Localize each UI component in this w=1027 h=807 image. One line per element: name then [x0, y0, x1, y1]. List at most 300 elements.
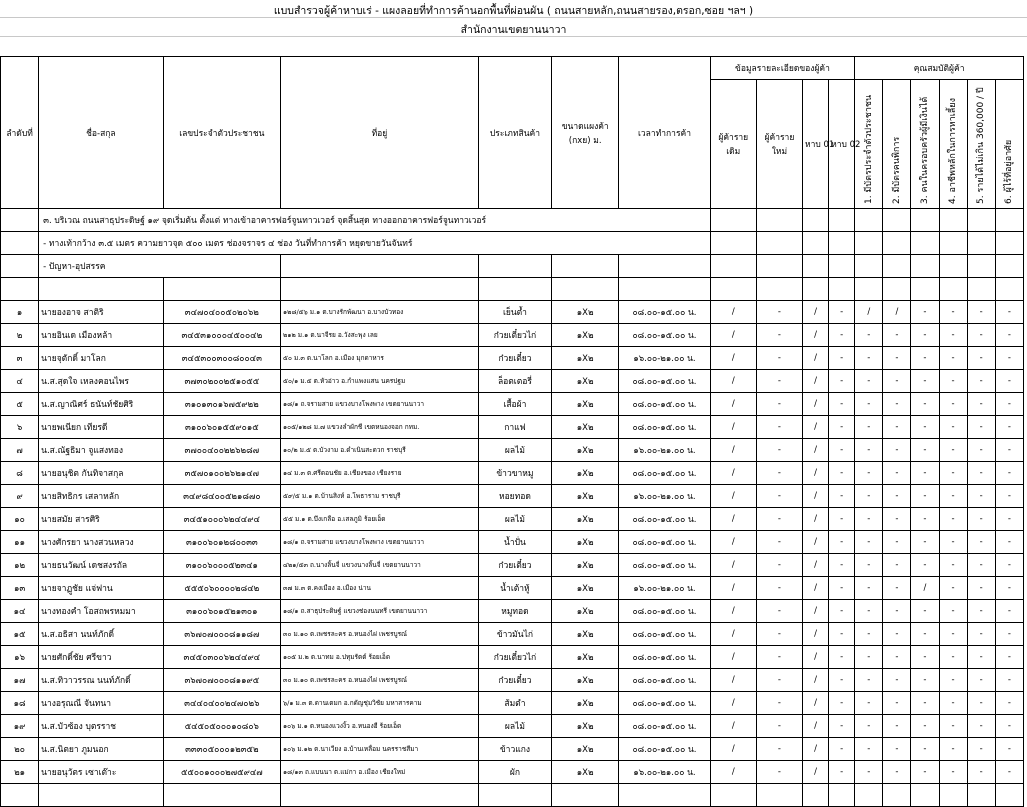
check-mark: - [967, 692, 995, 715]
row-number: ๑๒ [1, 554, 39, 577]
stall-size: ๑X๒ [552, 692, 619, 715]
check-mark: - [756, 462, 802, 485]
citizen-id: ๕๔๕๐๕๐๐๐๑๐๘๐๖ [163, 715, 280, 738]
vendor-address: ๑๐๖ ม.๑๒ ต.นาเวียง อ.บ้านเหลื่อม นครราชสีมา [281, 738, 479, 761]
check-mark: - [967, 715, 995, 738]
check-mark: - [855, 347, 883, 370]
check-mark: / [803, 508, 829, 531]
check-mark: / [710, 715, 756, 738]
header-address: ที่อยู่ [281, 57, 479, 209]
check-mark: - [967, 439, 995, 462]
table-row [1, 462, 1024, 485]
check-mark: - [756, 439, 802, 462]
stall-size: ๑X๒ [552, 646, 619, 669]
header-new-vendor: ผู้ค้าราย ใหม่ [756, 80, 802, 209]
check-mark: / [710, 508, 756, 531]
table-row [1, 623, 1024, 646]
stall-size: ๑X๒ [552, 462, 619, 485]
vendor-address: ๕๐ ม.๓ ต.นาโลก อ.เมือง มุกดาหาร [281, 347, 479, 370]
stall-size: ๑X๒ [552, 738, 619, 761]
check-mark: - [911, 462, 939, 485]
stall-size: ๑X๒ [552, 577, 619, 600]
table-row [1, 393, 1024, 416]
check-mark: / [710, 692, 756, 715]
trading-time: ๐๘.๐๐-๑๕.๐๐ น. [619, 554, 710, 577]
check-mark: - [756, 324, 802, 347]
product-type: น้ำเต้าหู้ [478, 577, 551, 600]
product-type: เย็นต้ำ [478, 301, 551, 324]
check-mark: - [911, 600, 939, 623]
check-mark: - [939, 738, 967, 761]
check-mark: - [911, 485, 939, 508]
trading-time: ๑๖.๐๐-๒๑.๐๐ น. [619, 347, 710, 370]
check-mark: - [939, 439, 967, 462]
vendor-address: ๒๑๒ ม.๑ ต.นาจีรย อ.วังสะพุง เลย [281, 324, 479, 347]
header-q4-cell [939, 80, 967, 209]
check-mark: - [829, 554, 855, 577]
check-mark: / [803, 462, 829, 485]
check-mark: - [967, 301, 995, 324]
row-number: ๒๐ [1, 738, 39, 761]
header-size: ขนาดแผงค้า (กxย) ม. [552, 57, 619, 209]
check-mark: - [756, 715, 802, 738]
vendor-address: ๑๘/๑๓ ถ.แบนนา ต.แม่กา อ.เมือง เชียงใหม่ [281, 761, 479, 784]
vendor-address: ๑๘/๑ ถ.จรามสาย แขวงบางโพงพาง เขตยานนาวา [281, 531, 479, 554]
check-mark: - [939, 531, 967, 554]
header-q5-cell [967, 80, 995, 209]
check-mark: - [883, 761, 911, 784]
check-mark: - [939, 370, 967, 393]
check-mark: - [911, 623, 939, 646]
check-mark: / [710, 669, 756, 692]
stall-size: ๑X๒ [552, 715, 619, 738]
check-mark: - [855, 577, 883, 600]
trading-time: ๐๘.๐๐-๑๕.๐๐ น. [619, 715, 710, 738]
row-number: ๑๖ [1, 646, 39, 669]
row-number: ๘ [1, 462, 39, 485]
check-mark: - [855, 738, 883, 761]
check-mark: - [883, 554, 911, 577]
vendor-name: นางศักรยา นางสวนหลวง [39, 531, 163, 554]
product-type: ข้าวมันไก่ [478, 623, 551, 646]
check-mark: - [911, 416, 939, 439]
header-qualification-group: คุณสมบัติผู้ค้า [855, 57, 1024, 80]
check-mark: - [855, 669, 883, 692]
vendor-name: นายอนุชิต กันทิจาสกุล [39, 462, 163, 485]
check-mark: - [756, 738, 802, 761]
check-mark: / [911, 577, 939, 600]
check-mark: - [883, 416, 911, 439]
table-row [1, 738, 1024, 761]
check-mark: / [803, 669, 829, 692]
check-mark: - [855, 531, 883, 554]
check-mark: / [710, 646, 756, 669]
table-row [1, 669, 1024, 692]
check-mark: - [967, 485, 995, 508]
vendor-name: น.ส.อธิสา นนท์ภักดิ์ [39, 623, 163, 646]
check-mark: / [803, 738, 829, 761]
check-mark: - [939, 324, 967, 347]
check-mark: - [855, 646, 883, 669]
check-mark: - [967, 508, 995, 531]
product-type: กาแฟ [478, 416, 551, 439]
product-type: ผลไม้ [478, 439, 551, 462]
check-mark: - [939, 416, 967, 439]
citizen-id: ๓๗๐๐๔๐๐๒๒๖๒๘๗ [163, 439, 280, 462]
check-mark: - [911, 669, 939, 692]
stall-size: ๑X๒ [552, 600, 619, 623]
table-row [1, 508, 1024, 531]
check-mark: - [995, 623, 1023, 646]
check-mark: / [803, 554, 829, 577]
check-mark: - [829, 301, 855, 324]
vendor-name: น.ส.ญาณิศร์ ธนันท์ชัยศิริ [39, 393, 163, 416]
vendor-address: ๑๐๕ ม.๒ ต.นาทม อ.ปทุมรัตต์ ร้อยเอ็ด [281, 646, 479, 669]
check-mark: / [710, 462, 756, 485]
table-row [1, 416, 1024, 439]
check-mark: / [803, 600, 829, 623]
check-mark: - [829, 462, 855, 485]
vendor-name: นายศักดิ์ชัย ศรีขาว [39, 646, 163, 669]
vendor-address: ๑๐๖ ม.๑ ต.หนองแวงงิ้ว อ.หนองฮี ร้อยเอ็ด [281, 715, 479, 738]
vendor-name: นายพเนียก เทียรดี [39, 416, 163, 439]
check-mark: - [967, 761, 995, 784]
trading-time: ๐๘.๐๐-๑๕.๐๐ น. [619, 692, 710, 715]
check-mark: - [995, 669, 1023, 692]
vendor-address: ๔๒๑/๕๓ ถ.นางลิ้นจี่ แขวงนางลิ้นจี่ เขตยานนาวา [281, 554, 479, 577]
trading-time: ๐๘.๐๐-๑๕.๐๐ น. [619, 462, 710, 485]
check-mark: - [829, 347, 855, 370]
product-type: ก๋วยเตี๋ยวไก่ [478, 646, 551, 669]
check-mark: - [829, 393, 855, 416]
check-mark: - [967, 669, 995, 692]
citizen-id: ๓๔๕๐๓๐๐๖๒๔๔๙๔ [163, 646, 280, 669]
table-row [1, 370, 1024, 393]
citizen-id: ๓๔๔๐๔๐๐๒๔๗๐๒๖ [163, 692, 280, 715]
office-title: สำนักงานเขตยานนาวา [460, 24, 567, 36]
check-mark: - [939, 485, 967, 508]
check-mark: - [995, 439, 1023, 462]
check-mark: - [883, 393, 911, 416]
check-mark: - [756, 646, 802, 669]
check-mark: / [803, 623, 829, 646]
row-number: ๙ [1, 485, 39, 508]
table-row [1, 692, 1024, 715]
check-mark: - [855, 370, 883, 393]
check-mark: / [710, 531, 756, 554]
stall-size: ๑X๒ [552, 554, 619, 577]
check-mark: - [855, 554, 883, 577]
check-mark: - [855, 715, 883, 738]
check-mark: - [911, 761, 939, 784]
check-mark: - [911, 738, 939, 761]
check-mark: - [756, 508, 802, 531]
check-mark: - [995, 554, 1023, 577]
check-mark: / [710, 347, 756, 370]
check-mark: - [829, 416, 855, 439]
row-number: ๑๐ [1, 508, 39, 531]
header-product: ประเภทสินค้า [478, 57, 551, 209]
check-mark: / [710, 370, 756, 393]
check-mark: - [939, 462, 967, 485]
check-mark: - [995, 600, 1023, 623]
header-vendor-group: ข้อมูลรายละเอียดของผู้ค้า [710, 57, 855, 80]
check-mark: - [883, 324, 911, 347]
check-mark: - [967, 600, 995, 623]
check-mark: - [939, 692, 967, 715]
check-mark: - [995, 347, 1023, 370]
check-mark: - [995, 301, 1023, 324]
check-mark: - [939, 761, 967, 784]
stall-size: ๑X๒ [552, 485, 619, 508]
section-location: ๓. บริเวณ ถนนสาธุประดิษฐ์ ๑๙ จุดเริ่มต้น ตั้งแต่ ทางเข้าอาคารฟอร์จูนทาวเวอร์ จุดสิ้นสุด ทางออกอาคารฟอร์จูนทาวเวอร์ [39, 209, 711, 232]
product-type: ส้มตำ [478, 692, 551, 715]
vendor-address: ๖/๑ ม.๓ ต.ดานเตมก อ.กดัญชุ่มวิชัย มหาสารคาม [281, 692, 479, 715]
check-mark: - [995, 715, 1023, 738]
check-mark: - [756, 692, 802, 715]
vendor-name: น.ส.สุดใจ เหลงคอนไพร [39, 370, 163, 393]
vendor-address: ๓๐ ม.๑๐ ต.เพชรละคร อ.หนองไผ่ เพชรบูรณ์ [281, 623, 479, 646]
check-mark: - [756, 761, 802, 784]
check-mark: - [855, 692, 883, 715]
check-mark: - [967, 554, 995, 577]
row-number: ๔ [1, 370, 39, 393]
vendor-name: นายองอาจ สาติริ [39, 301, 163, 324]
stall-size: ๑X๒ [552, 347, 619, 370]
row-number: ๗ [1, 439, 39, 462]
check-mark: - [756, 416, 802, 439]
check-mark: - [995, 692, 1023, 715]
check-mark: / [710, 301, 756, 324]
check-mark: - [911, 692, 939, 715]
trading-time: ๐๘.๐๐-๑๕.๐๐ น. [619, 416, 710, 439]
header-q2-cell [883, 80, 911, 209]
trading-time: ๐๘.๐๐-๑๕.๐๐ น. [619, 646, 710, 669]
check-mark: - [756, 531, 802, 554]
check-mark: / [710, 577, 756, 600]
trading-time: ๑๖.๐๐-๒๑.๐๐ น. [619, 485, 710, 508]
vendor-name: นายจุตักดิ์ มาโลก [39, 347, 163, 370]
check-mark: / [855, 301, 883, 324]
check-mark: - [911, 370, 939, 393]
check-mark: - [855, 485, 883, 508]
check-mark: / [710, 738, 756, 761]
table-row [1, 439, 1024, 462]
product-type: ผัก [478, 761, 551, 784]
product-type: น้ำปั่น [478, 531, 551, 554]
check-mark: - [829, 738, 855, 761]
trading-time: ๐๘.๐๐-๑๕.๐๐ น. [619, 669, 710, 692]
row-number: ๑๘ [1, 692, 39, 715]
table-row [1, 324, 1024, 347]
check-mark: - [855, 623, 883, 646]
check-mark: - [995, 738, 1023, 761]
stall-size: ๑X๒ [552, 416, 619, 439]
stall-size: ๑X๒ [552, 301, 619, 324]
check-mark: - [855, 393, 883, 416]
check-mark: - [967, 416, 995, 439]
vendor-name: นายธนวัฒน์ เดชสงรถัล [39, 554, 163, 577]
check-mark: - [967, 462, 995, 485]
check-mark: - [855, 439, 883, 462]
stall-size: ๑X๒ [552, 324, 619, 347]
header-t01: หาบ 01 [803, 80, 829, 209]
vendor-name: นางอรุณณี จันทนา [39, 692, 163, 715]
row-number: ๑๑ [1, 531, 39, 554]
check-mark: / [710, 485, 756, 508]
row-number: ๕ [1, 393, 39, 416]
product-type: ผลไม้ [478, 508, 551, 531]
citizen-id: ๓๓๓๐๕๐๐๐๑๒๓๕๒ [163, 738, 280, 761]
vendor-address: ๓๗ ม.๓ ต.คงเมือง อ.เมือง น่าน [281, 577, 479, 600]
vendor-rows [1, 301, 1024, 807]
header-name: ชื่อ-สกุล [39, 57, 163, 209]
product-type: หมูทอด [478, 600, 551, 623]
divider [0, 17, 1027, 18]
vendor-address: ๕๐/๑ ม.๕ ต.หัวอ่าว อ.กำแพงแสน นครปฐม [281, 370, 479, 393]
stall-size: ๑X๒ [552, 370, 619, 393]
check-mark: - [995, 370, 1023, 393]
check-mark: - [939, 347, 967, 370]
check-mark: - [829, 623, 855, 646]
check-mark: - [883, 669, 911, 692]
trading-time: ๑๖.๐๐-๒๑.๐๐ น. [619, 439, 710, 462]
header-q6: 6. ผู้ไร้ที่อยู่อาศัย [1004, 139, 1015, 204]
table-row [1, 301, 1024, 324]
check-mark: - [883, 715, 911, 738]
check-mark: - [911, 715, 939, 738]
check-mark: - [855, 462, 883, 485]
check-mark: - [911, 439, 939, 462]
table-row [1, 646, 1024, 669]
check-mark: - [829, 439, 855, 462]
row-number: ๑๓ [1, 577, 39, 600]
row-number: ๓ [1, 347, 39, 370]
row-number: ๑๔ [1, 600, 39, 623]
check-mark: - [883, 462, 911, 485]
citizen-id: ๕๕๐๐๑๐๐๐๒๗๕๙๔๗ [163, 761, 280, 784]
header-q6-cell [995, 80, 1023, 209]
check-mark: / [710, 393, 756, 416]
product-type: ล็อตเตอรี่ [478, 370, 551, 393]
check-mark: / [803, 324, 829, 347]
check-mark: / [803, 301, 829, 324]
check-mark: - [883, 531, 911, 554]
check-mark: - [883, 370, 911, 393]
table-row [1, 577, 1024, 600]
table-row [1, 600, 1024, 623]
product-type: ผลไม้ [478, 715, 551, 738]
row-number: ๒๑ [1, 761, 39, 784]
vendor-name: นายจาฏูชัย แจ่ฟาน [39, 577, 163, 600]
table-row [1, 485, 1024, 508]
check-mark: - [829, 485, 855, 508]
vendor-address: ๑๒๘/๕๖ ม.๑ ต.บางรักพัฒนา อ.บางบัวทอง [281, 301, 479, 324]
check-mark: - [829, 715, 855, 738]
header-q5: 5. รายได้ไม่เกิน 360,000 / ปี [976, 87, 987, 204]
header-q3: 3. คนในครอบครัวผู้มีเงินได้ [919, 96, 930, 204]
trading-time: ๐๘.๐๐-๑๕.๐๐ น. [619, 324, 710, 347]
check-mark: - [995, 761, 1023, 784]
vendor-address: ๕๕ ม.๑ ต.บึงเกลือ อ.เสลภูมิ ร้อยเอ็ด [281, 508, 479, 531]
check-mark: - [995, 324, 1023, 347]
check-mark: - [911, 393, 939, 416]
check-mark: / [803, 485, 829, 508]
header-q1: 1. มีบัตรประจำตัวประชาชน [863, 94, 874, 204]
check-mark: - [911, 646, 939, 669]
check-mark: - [756, 600, 802, 623]
row-number: ๒ [1, 324, 39, 347]
check-mark: / [803, 393, 829, 416]
stall-size: ๑X๒ [552, 393, 619, 416]
check-mark: - [995, 577, 1023, 600]
divider [0, 36, 1027, 37]
citizen-id: ๓๑๐๑๓๐๑๖๗๕๙๒๒ [163, 393, 280, 416]
check-mark: - [855, 508, 883, 531]
check-mark: - [855, 600, 883, 623]
citizen-id: ๕๕๕๐๖๐๐๐๐๒๘๔๒ [163, 577, 280, 600]
row-number: ๑๙ [1, 715, 39, 738]
citizen-id: ๓๖๗๐๗๐๐๐๘๑๑๘๗ [163, 623, 280, 646]
vendor-name: นายสิทธิกร เสลาหลัก [39, 485, 163, 508]
check-mark: / [883, 301, 911, 324]
vendor-name: น.ส.ณัฐธิมา จูแสงทอง [39, 439, 163, 462]
vendor-name: นางทองคำ โอสถพรหมมา [39, 600, 163, 623]
check-mark: - [967, 370, 995, 393]
product-type: ก๋วยเตี๋ยว [478, 347, 551, 370]
check-mark: / [803, 577, 829, 600]
row-number: ๑๗ [1, 669, 39, 692]
trading-time: ๐๘.๐๐-๑๕.๐๐ น. [619, 301, 710, 324]
check-mark: - [995, 485, 1023, 508]
trading-time: ๑๖.๐๐-๒๑.๐๐ น. [619, 577, 710, 600]
check-mark: - [756, 623, 802, 646]
section-details: - ทางเท้ากว้าง ๓.๕ เมตร ความยาวจุด ๕๐๐ เมตร ช่องจราจร ๔ ช่อง วันที่ทำการค้า หยุดขายวันจันทร์ [39, 232, 711, 255]
check-mark: - [829, 577, 855, 600]
check-mark: - [883, 439, 911, 462]
trading-time: ๐๘.๐๐-๑๕.๐๐ น. [619, 738, 710, 761]
check-mark: - [967, 393, 995, 416]
header-q2: 2. มีบัตรคนพิการ [891, 136, 902, 204]
check-mark: / [710, 623, 756, 646]
vendor-address: ๑๐๕/๑๒๘ ม.๗ แขวงลำผักชี เขตหนองจอก กทม. [281, 416, 479, 439]
check-mark: - [829, 761, 855, 784]
check-mark: - [829, 324, 855, 347]
check-mark: - [967, 347, 995, 370]
vendor-address: ๑๐/๒ ม.๕ ต.บัวงาม อ.ดำเนินสะดวก ราชบุรี [281, 439, 479, 462]
check-mark: - [756, 393, 802, 416]
check-mark: - [756, 370, 802, 393]
citizen-id: ๓๗๓๐๒๐๐๒๕๑๐๕๕ [163, 370, 280, 393]
product-type: ข้าวขาหมู [478, 462, 551, 485]
check-mark: - [829, 531, 855, 554]
check-mark: - [883, 738, 911, 761]
table-row [1, 347, 1024, 370]
vendor-name: นายสมัย สารศิริ [39, 508, 163, 531]
table-row [1, 531, 1024, 554]
stall-size: ๑X๒ [552, 508, 619, 531]
check-mark: - [883, 646, 911, 669]
check-mark: - [883, 623, 911, 646]
trading-time: ๐๘.๐๐-๑๕.๐๐ น. [619, 370, 710, 393]
check-mark: - [967, 577, 995, 600]
check-mark: - [855, 324, 883, 347]
check-mark: - [911, 347, 939, 370]
check-mark: - [967, 646, 995, 669]
check-mark: - [883, 600, 911, 623]
trading-time: ๐๘.๐๐-๑๕.๐๐ น. [619, 623, 710, 646]
header-id: เลขประจำตัวประชาชน [163, 57, 280, 209]
